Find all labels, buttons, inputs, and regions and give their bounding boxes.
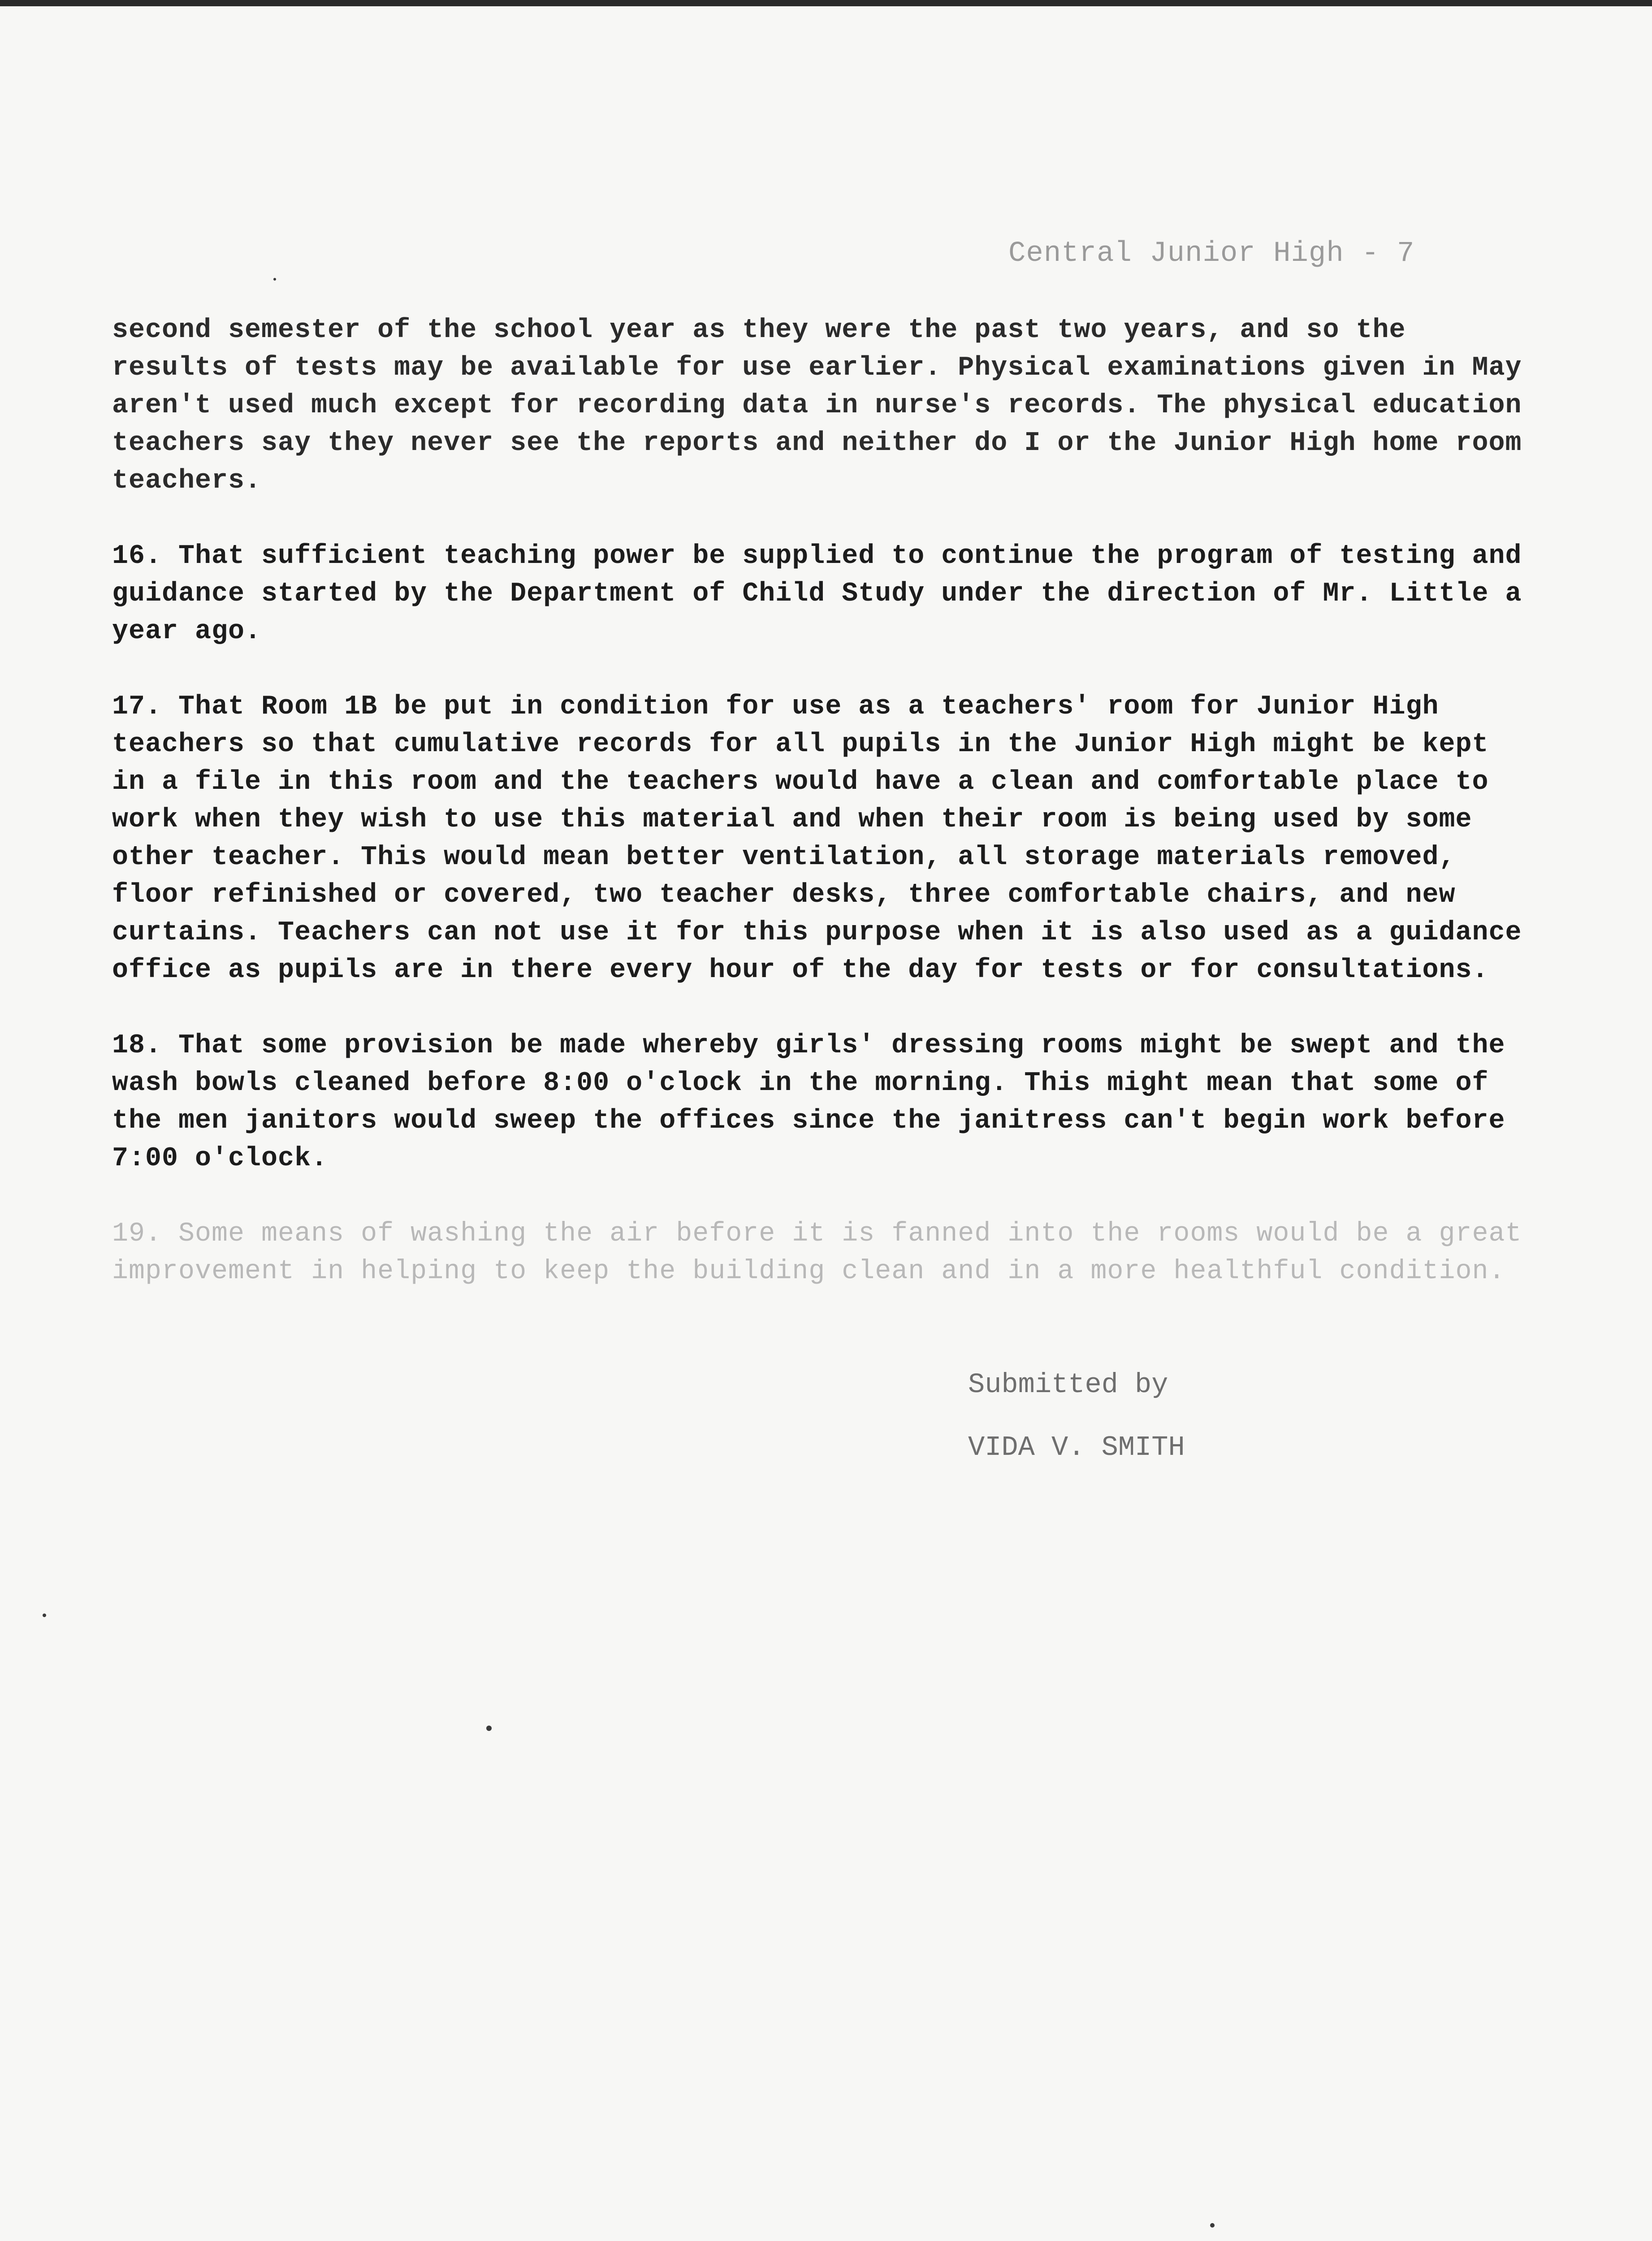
- paragraph-item-19: 19. Some means of washing the air before it is fanned into the rooms would be a great improvement in helping to keep the building clean and in a more healthful condition.: [112, 1219, 1522, 1287]
- page-top-edge: [0, 0, 1652, 6]
- signature-block: [968, 1354, 1416, 1479]
- ink-speck: [1210, 2223, 1215, 2228]
- ink-speck: [486, 1726, 492, 1731]
- paragraph-item-16: 16. That sufficient teaching power be supplied to continue the program of testing and guidance started by the Department of Child Study under the direction of Mr. Little a year ago.: [112, 541, 1522, 647]
- ink-speck: [273, 278, 276, 281]
- running-header: Central Junior High - 7: [1008, 238, 1415, 270]
- author-name: VIDA V. SMITH: [968, 1432, 1185, 1463]
- paragraph-item-18: 18. That some provision be made whereby girls' dressing rooms might be swept and the wash bowls cleaned before 8:00 o'clock in the morning. This might mean that some of the men janitors would sweep the offices since the janitress can't begin work before 7:00 o'clock.: [112, 1030, 1505, 1174]
- ink-speck: [43, 1614, 46, 1617]
- document-body: [112, 311, 1524, 1328]
- paragraph-continuation: second semester of the school year as they were the past two years, and so the results of tests may be available for use earlier. Physical examinations given in May aren't used much except for recording data in nurse's records. The physical education teachers say they never see the reports and neither do I or the Junior High home room teachers.: [112, 315, 1522, 496]
- submitted-by-label: Submitted by: [968, 1369, 1168, 1401]
- paragraph-item-17: 17. That Room 1B be put in condition for use as a teachers' room for Junior High teachers so that cumulative records for all pupils in the Junior High might be kept in a file in this room and the teachers would have a clean and comfortable place to work when they wish to use this material and when their room is being used by some other teacher. This would mean better ventilation, all storage materials removed, floor refinished or covered, two teacher desks, three comfortable chairs, and new curtains. Teachers can not use it for this purpose when it is also used as a guidance office as pupils are in there every hour of the day for tests or for consultations.: [112, 692, 1522, 986]
